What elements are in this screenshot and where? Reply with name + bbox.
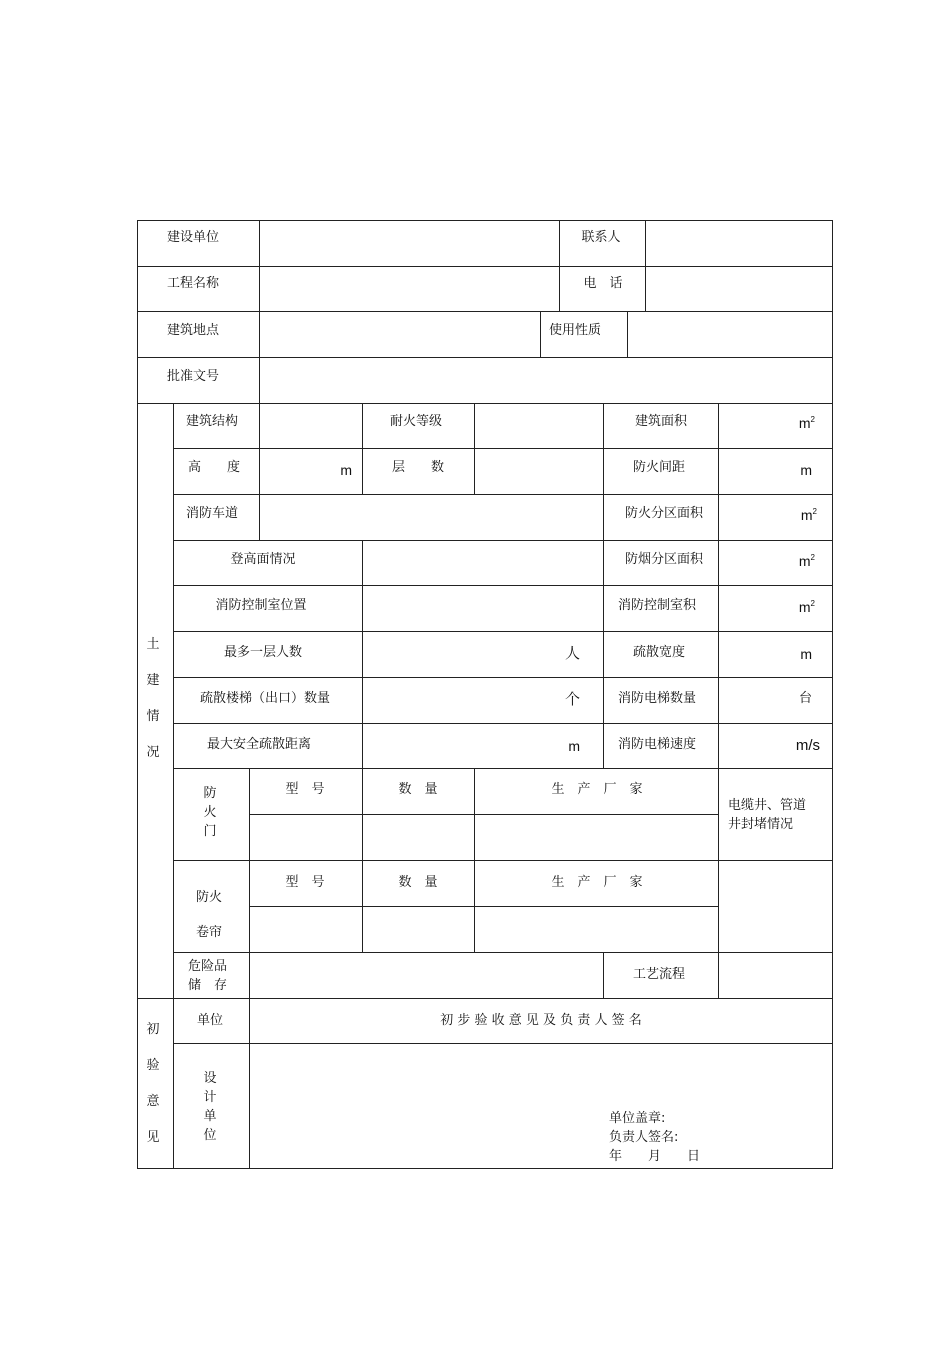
row-divider — [137, 998, 832, 999]
row-divider — [249, 814, 718, 815]
label-fire-zone-area: 防火分区面积 — [624, 506, 704, 521]
label-hazmat-storage: 危险品 储 存 — [188, 959, 228, 993]
label-model: 型 号 — [285, 875, 325, 890]
unit-piece: 个 — [564, 690, 580, 708]
label-process-flow: 工艺流程 — [632, 967, 686, 982]
label-manufacturer: 生 产 厂 家 — [551, 782, 643, 797]
col-divider — [259, 403, 260, 540]
label-unit: 单位 — [196, 1013, 224, 1028]
col-divider — [559, 220, 560, 311]
label-climb-surface: 登高面情况 — [230, 552, 296, 567]
col-divider — [362, 403, 363, 494]
table-border-bottom — [137, 1168, 832, 1169]
row-divider — [137, 311, 832, 312]
label-contact: 联系人 — [581, 230, 621, 245]
unit-meter: m — [568, 738, 580, 754]
label-fire-elevator-speed: 消防电梯速度 — [617, 737, 697, 752]
label-usage: 使用性质 — [548, 323, 602, 338]
label-model: 型 号 — [285, 782, 325, 797]
label-cable-shaft: 电缆井、管道 井封堵情况 — [728, 798, 807, 832]
row-divider — [137, 357, 832, 358]
col-divider — [718, 952, 719, 998]
label-build-unit: 建设单位 — [166, 230, 220, 245]
label-fire-elevator-count: 消防电梯数量 — [617, 691, 697, 706]
label-fire-door: 防 火 门 — [203, 786, 217, 839]
label-evac-width: 疏散宽度 — [632, 645, 686, 660]
row-divider — [173, 860, 832, 861]
col-divider — [259, 220, 260, 403]
unit-meter: m — [800, 462, 812, 478]
col-divider — [474, 768, 475, 952]
unit-meter: m — [800, 646, 812, 662]
unit-meter-per-second: m/s — [795, 737, 820, 754]
col-divider — [718, 403, 719, 952]
label-fire-shutter: 防火 卷帘 — [195, 890, 223, 940]
label-phone: 电 话 — [583, 276, 623, 291]
label-unit-stamp: 单位盖章: — [609, 1111, 666, 1126]
row-divider — [173, 723, 832, 724]
row-divider — [173, 448, 832, 449]
table-border-top — [137, 220, 832, 221]
label-fire-rating: 耐火等级 — [389, 414, 443, 429]
unit-set: 台 — [798, 691, 812, 706]
label-quantity: 数 量 — [398, 782, 438, 797]
row-divider — [173, 677, 832, 678]
section-label-initial-opinion: 初 验 意 见 — [146, 1022, 160, 1145]
col-divider — [603, 403, 604, 768]
unit-square-meter: $m^2$ — [798, 415, 815, 431]
unit-person: 人 — [564, 644, 580, 662]
label-control-room-area: 消防控制室积 — [617, 598, 697, 613]
table-border-right — [832, 220, 833, 1169]
label-structure: 建筑结构 — [185, 414, 239, 429]
row-divider — [173, 540, 832, 541]
label-quantity: 数 量 — [398, 875, 438, 890]
label-responsible-signature: 负责人签名: — [609, 1130, 679, 1145]
row-divider — [173, 494, 832, 495]
row-divider — [173, 952, 832, 953]
label-max-evac-distance: 最大安全疏散距离 — [206, 737, 312, 752]
row-divider — [173, 631, 832, 632]
table-border-left — [137, 220, 138, 1169]
label-smoke-zone-area: 防烟分区面积 — [624, 552, 704, 567]
row-divider — [249, 906, 718, 907]
col-divider — [173, 403, 174, 1169]
col-divider — [603, 952, 604, 998]
row-divider — [173, 585, 832, 586]
label-project-name: 工程名称 — [166, 276, 220, 291]
label-fire-lane: 消防车道 — [185, 506, 239, 521]
label-address: 建筑地点 — [166, 323, 220, 338]
label-fire-spacing: 防火间距 — [632, 460, 686, 475]
inspection-form-table — [137, 220, 832, 1168]
col-divider — [474, 403, 475, 494]
col-divider — [362, 768, 363, 952]
label-max-floor-people: 最多一层人数 — [223, 645, 303, 660]
label-design-unit: 设 计 单 位 — [203, 1071, 217, 1143]
label-opinion-header: 初 步 验 收 意 见 及 负 责 人 签 名 — [440, 1013, 642, 1028]
col-divider — [627, 311, 628, 357]
row-divider — [137, 266, 832, 267]
unit-square-meter: $m^2$ — [798, 599, 815, 615]
unit-meter: m — [340, 462, 352, 478]
row-divider — [173, 1043, 832, 1044]
label-date: 年 月 日 — [609, 1149, 701, 1164]
col-divider — [249, 768, 250, 1169]
unit-square-meter: $m^2$ — [798, 553, 815, 569]
label-manufacturer: 生 产 厂 家 — [551, 875, 643, 890]
label-building-area: 建筑面积 — [634, 414, 688, 429]
label-control-room-location: 消防控制室位置 — [215, 598, 307, 613]
col-divider — [540, 311, 541, 357]
label-evac-stairs: 疏散楼梯（出口）数量 — [199, 691, 331, 706]
col-divider — [362, 540, 363, 768]
section-label-civil: 土 建 情 况 — [146, 637, 160, 760]
unit-square-meter: $m^2$ — [800, 507, 817, 523]
col-divider — [645, 220, 646, 311]
label-floors: 层 数 — [391, 460, 445, 475]
row-divider — [173, 768, 832, 769]
label-height: 高 度 — [187, 460, 241, 475]
label-approval-no: 批准文号 — [166, 369, 220, 384]
row-divider — [137, 403, 832, 404]
